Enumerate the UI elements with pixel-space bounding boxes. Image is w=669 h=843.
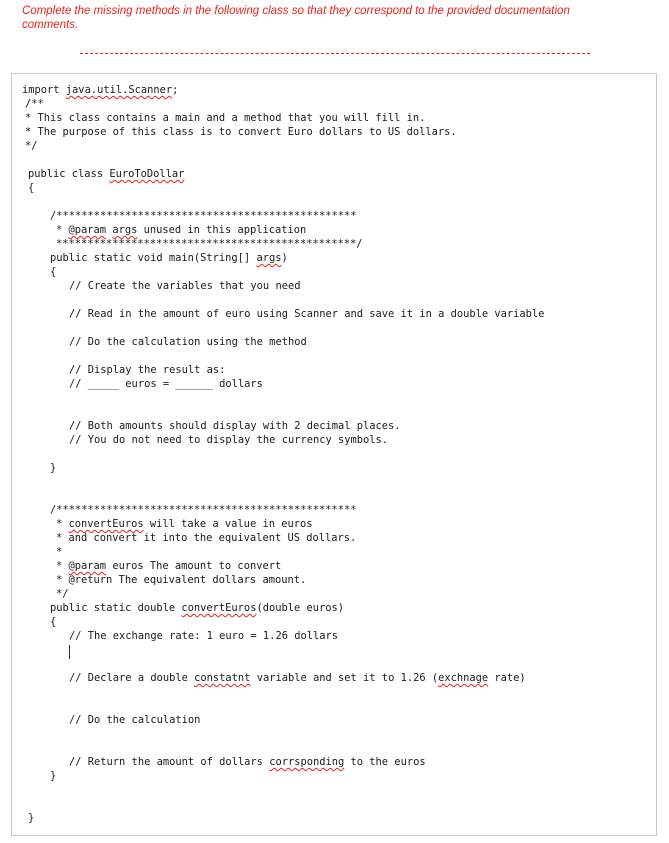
code-text: (double euros) xyxy=(256,602,345,614)
code-text: // Both amounts should display with 2 decimal places. xyxy=(69,420,401,432)
code-line xyxy=(25,139,38,153)
code-line xyxy=(69,755,426,769)
code-text: ************************************************/ xyxy=(56,238,363,250)
code-text: rate) xyxy=(488,672,526,684)
code-line xyxy=(50,601,344,615)
code-line xyxy=(50,769,56,783)
code-text: * xyxy=(56,546,63,558)
code-block xyxy=(11,73,657,836)
code-text: } xyxy=(28,812,35,824)
spellcheck-word: convertEuros xyxy=(181,602,257,614)
code-text: // Declare a double xyxy=(69,672,195,684)
instructions-text: Complete the missing methods in the following class so that they correspond to the provided documentation comments. xyxy=(22,5,570,31)
code-line xyxy=(25,97,44,111)
code-line xyxy=(25,125,457,139)
code-text: euros The amount to convert xyxy=(106,560,282,572)
code-line xyxy=(50,615,56,629)
code-text: unused in this application xyxy=(137,224,307,236)
code-text: { xyxy=(28,182,35,194)
spellcheck-word: EuroToDollar xyxy=(109,168,185,180)
code-line xyxy=(69,629,338,643)
code-text: // Create the variables that you need xyxy=(69,280,301,292)
code-text: * xyxy=(56,224,69,236)
code-line xyxy=(50,209,357,223)
code-text: /** xyxy=(25,98,44,110)
code-line xyxy=(28,167,184,181)
text-cursor xyxy=(69,645,70,659)
code-text: // Return the amount of dollars xyxy=(69,756,270,768)
code-line xyxy=(69,307,544,321)
code-line xyxy=(50,503,357,517)
code-text: * and convert it into the equivalent US dollars. xyxy=(56,532,357,544)
code-line xyxy=(56,517,313,531)
code-text: // Do the calculation using the method xyxy=(69,336,307,348)
code-text: ) xyxy=(281,252,288,264)
spellcheck-word: @param xyxy=(68,560,107,572)
code-text: */ xyxy=(56,588,69,600)
code-text: // Read in the amount of euro using Scanner and save it in a double variable xyxy=(69,308,545,320)
code-line xyxy=(69,335,307,349)
code-text: import xyxy=(22,84,66,96)
code-text: public static void main(String[] xyxy=(50,252,257,264)
code-line xyxy=(56,559,281,573)
spellcheck-word: java.util.Scanner xyxy=(65,84,173,96)
code-text: * xyxy=(56,518,69,530)
code-text: } xyxy=(50,462,57,474)
code-line xyxy=(28,181,34,195)
code-line xyxy=(25,111,425,125)
code-text: } xyxy=(50,770,57,782)
code-text: ; xyxy=(172,84,179,96)
code-text: will take a value in euros xyxy=(143,518,313,530)
code-line xyxy=(69,433,388,447)
code-line xyxy=(56,237,363,251)
spellcheck-word: @param xyxy=(68,224,107,236)
code-text: */ xyxy=(25,140,38,152)
code-text: { xyxy=(50,266,57,278)
code-line xyxy=(50,461,56,475)
code-line xyxy=(28,811,34,825)
code-line xyxy=(50,251,288,265)
dashed-divider xyxy=(80,53,590,54)
code-line xyxy=(69,279,300,293)
code-text: * This class contains a main and a method that you will fill in. xyxy=(25,112,426,124)
code-line xyxy=(22,83,178,97)
code-line xyxy=(69,671,526,685)
code-text: * @return The equivalent dollars amount. xyxy=(56,574,307,586)
code-line xyxy=(56,587,69,601)
code-text: // _____ euros = ______ dollars xyxy=(69,378,263,390)
code-text: // You do not need to display the currency symbols. xyxy=(69,434,389,446)
spellcheck-word: args xyxy=(112,224,138,236)
code-line xyxy=(56,573,306,587)
code-text: variable and set it to 1.26 ( xyxy=(250,672,439,684)
code-line xyxy=(56,223,306,237)
code-text: public class xyxy=(28,168,110,180)
code-text: // The exchange rate: 1 euro = 1.26 dollars xyxy=(69,630,338,642)
spellcheck-word: constatnt xyxy=(194,672,251,684)
spellcheck-word: convertEuros xyxy=(68,518,144,530)
code-text: /************************************************ xyxy=(50,504,357,516)
code-line xyxy=(69,377,263,391)
code-text: // Do the calculation xyxy=(69,714,201,726)
code-text: public static double xyxy=(50,602,182,614)
code-line xyxy=(56,545,62,559)
code-text: * xyxy=(56,560,69,572)
code-text: // Display the result as: xyxy=(69,364,226,376)
code-line xyxy=(69,363,225,377)
code-line xyxy=(50,265,56,279)
code-text: to the euros xyxy=(344,756,426,768)
code-text: /************************************************ xyxy=(50,210,357,222)
spellcheck-word: exchnage xyxy=(438,672,489,684)
spellcheck-word: corrsponding xyxy=(269,756,345,768)
code-line xyxy=(56,531,356,545)
code-text: { xyxy=(50,616,57,628)
spellcheck-word: args xyxy=(256,252,282,264)
code-text: * The purpose of this class is to convert Euro dollars to US dollars. xyxy=(25,126,457,138)
code-line xyxy=(69,713,200,727)
code-line xyxy=(69,419,401,433)
